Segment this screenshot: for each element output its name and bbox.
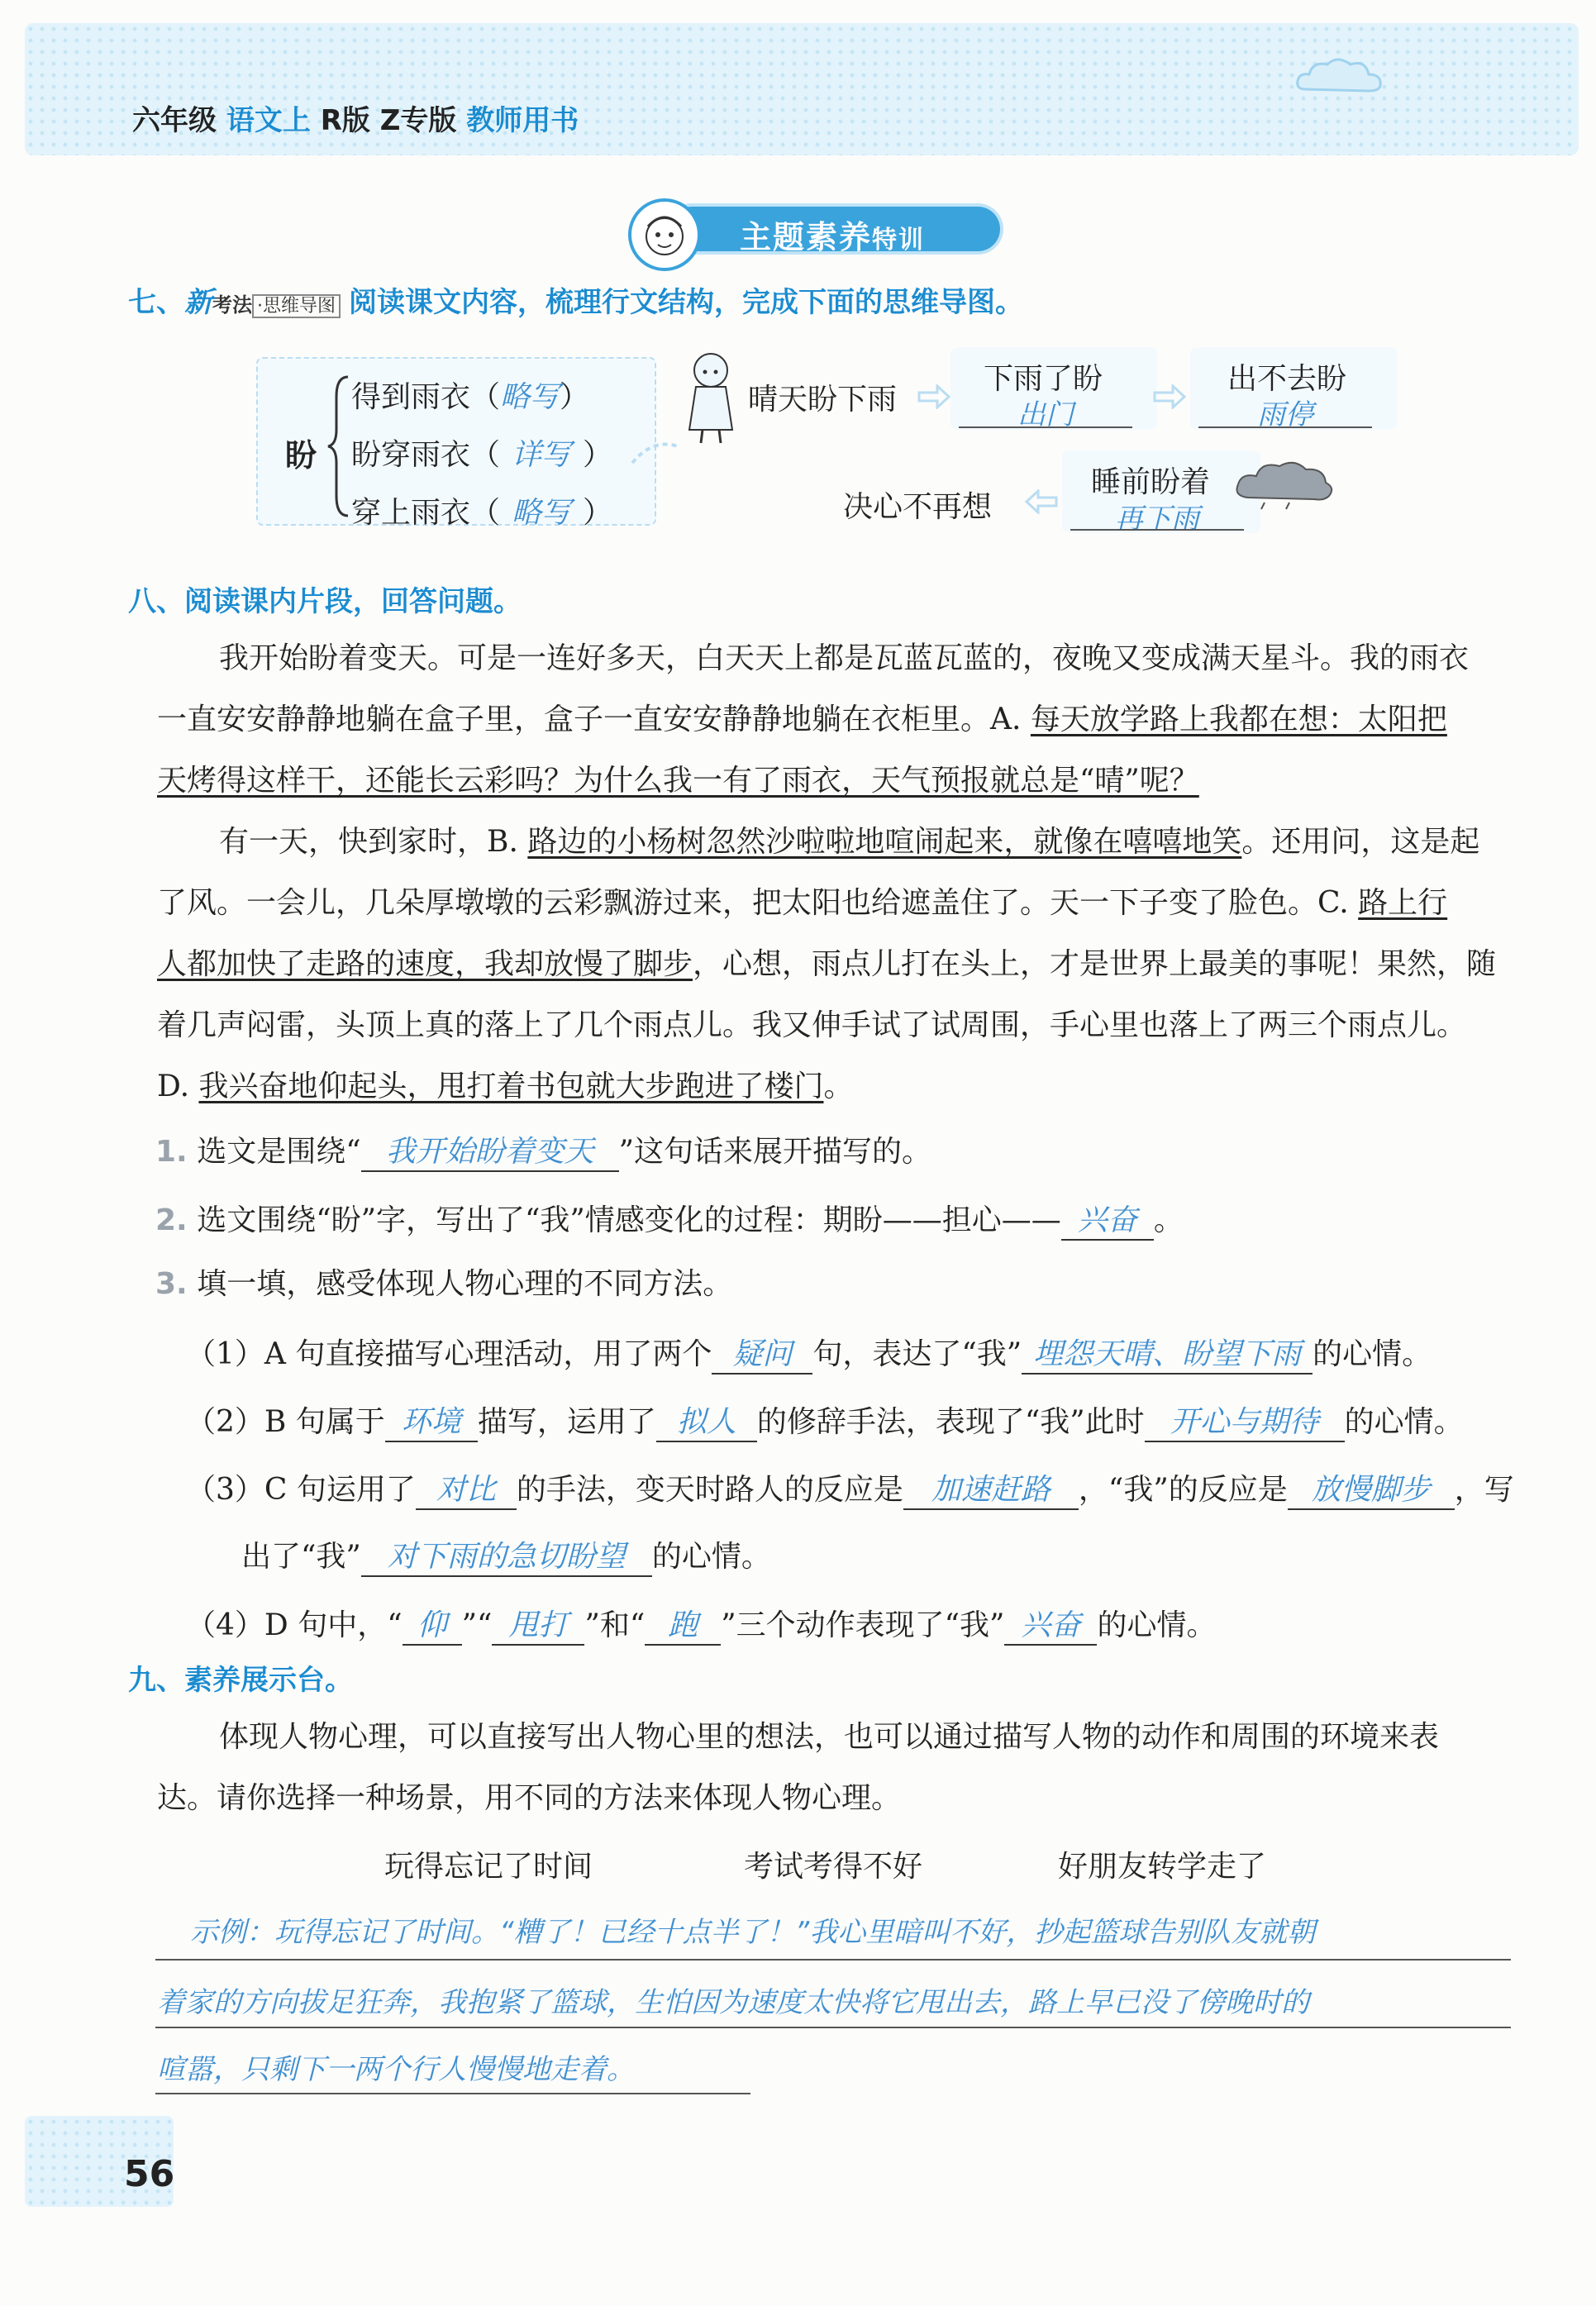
- sentence-b: 路边的小杨树忽然沙啦啦地喧闹起来，就像在嘻嘻地笑: [527, 825, 1242, 859]
- sec7-badge-xin: 新: [184, 286, 212, 319]
- answer-rule-1: [155, 1959, 1511, 1961]
- sec9-title: 九、素养展示台。: [128, 1664, 353, 1697]
- header-subject: 语文上: [226, 104, 311, 137]
- sec7-number: 七、: [128, 286, 184, 319]
- mindmap-branch-1: 得到雨衣（略写）: [351, 380, 590, 414]
- rain-cloud-icon: [1232, 455, 1339, 512]
- answer-rule-3: [155, 2093, 750, 2094]
- s3-answer-4: 对下雨的急切盼望: [361, 1533, 652, 1577]
- sec9-prompt-line-1: 体现人物心理，可以直接写出人物心里的想法，也可以通过描写人物的动作和周围的环境来表: [219, 1720, 1440, 1754]
- mindmap-node-2-label: 下雨了盼: [984, 362, 1103, 396]
- node-4-answer-line: [1070, 529, 1244, 531]
- scenario-option-2: 考试考得不好: [744, 1850, 923, 1884]
- question-3-2: （2）B 句属于 环境 描写，运用了 拟人 的修辞手法，表现了“我”此时 开心与期待 的心情。: [186, 1398, 1464, 1442]
- mindmap-node-3-label: 出不去盼: [1227, 362, 1347, 396]
- s4-answer-2: 甩打: [492, 1602, 584, 1646]
- page-number: 56: [124, 2153, 175, 2195]
- s4-answer-1: 仰: [403, 1602, 462, 1646]
- mindmap-node-1: 晴天盼下雨: [748, 383, 898, 417]
- header-grade: 六年级: [132, 104, 217, 137]
- child-raincoat-icon: [678, 347, 744, 446]
- sec7-instruction: 阅读课文内容，梳理行文结构，完成下面的思维导图。: [349, 286, 1023, 319]
- question-3: 3. 填一填，感受体现人物心理的不同方法。: [155, 1267, 733, 1301]
- p2-line-2: 了风。一会儿，几朵厚墩墩的云彩飘游过来，把太阳也给遮盖住了。天一下子变了脸色。C. 路上行: [157, 886, 1448, 920]
- sec7-badge-kaofa: 考法: [212, 293, 252, 317]
- cloud-decoration: [1289, 50, 1397, 99]
- branch-2-answer: 详写: [512, 438, 572, 472]
- question-3-3-cont: 出了“我” 对下雨的急切盼望 的心情。: [241, 1533, 771, 1577]
- mindmap-node-4-label: 睡前盼着: [1091, 465, 1211, 499]
- s1-answer-1: 疑问: [712, 1331, 812, 1375]
- s4-answer-3: 跑: [645, 1602, 721, 1646]
- node-2-answer-line: [959, 426, 1132, 428]
- mindmap-node-5: 决心不再想: [843, 490, 993, 524]
- sentence-a-part1: 每天放学路上我都在想：太阳把: [1030, 703, 1447, 736]
- q1-answer: 我开始盼着变天: [361, 1128, 619, 1172]
- arrow-left-icon: [1025, 489, 1058, 514]
- sentence-d: 我兴奋地仰起头，甩打着书包就大步跑进了楼门: [198, 1070, 824, 1103]
- header-title: [132, 98, 579, 138]
- sec7-badge-tag: ·思维导图: [252, 294, 341, 318]
- sec9-answer-line-2: 着家的方向拔足狂奔，我抱紧了篮球，生怕因为速度太快将它甩出去，路上早已没了傍晚时的: [157, 1986, 1309, 2019]
- sec8-title: 八、阅读课内片段，回答问题。: [128, 585, 522, 618]
- banner-title: [740, 212, 925, 257]
- arrow-right-icon-2: [1153, 384, 1186, 409]
- s3-answer-2: 加速赶路: [903, 1466, 1079, 1510]
- question-2: 2. 选文围绕“盼”字，写出了“我”情感变化的过程：期盼——担心—— 兴奋 。: [155, 1197, 1184, 1241]
- arrow-right-icon-1: [917, 384, 950, 409]
- p2-line-5: D. 我兴奋地仰起头，甩打着书包就大步跑进了楼门。: [157, 1070, 854, 1103]
- question-3-4: （4）D 句中，“ 仰 ”“ 甩打 ”和“ 跑 ”三个动作表现了“我” 兴奋 的心情。: [186, 1602, 1216, 1646]
- p2-line-4: 着几声闷雷，头顶上真的落上了几个雨点儿。我又伸手试了试周围，手心里也落上了两三个雨点儿。: [157, 1008, 1467, 1042]
- section-banner: [628, 198, 1000, 258]
- mindmap-node-3-answer: 雨停: [1257, 398, 1313, 431]
- sec9-answer-line-1: 示例：玩得忘记了时间。“糟了！已经十点半了！”我心里暗叫不好，抄起篮球告别队友就朝: [190, 1916, 1316, 1949]
- scenario-option-1: 玩得忘记了时间: [384, 1850, 593, 1884]
- p2-line-1: 有一天，快到家时，B. 路边的小杨树忽然沙啦啦地喧闹起来，就像在嘻嘻地笑。还用问，这是起: [219, 825, 1480, 859]
- mindmap-branch-2: 盼穿雨衣（ 详写 ）: [351, 438, 613, 472]
- s1-answer-2: 埋怨天晴、盼望下雨: [1022, 1331, 1313, 1375]
- mindmap-node-4-answer: 再下雨: [1115, 503, 1199, 536]
- sec9-prompt-line-2: 达。请你选择一种场景，用不同的方法来体现人物心理。: [157, 1781, 902, 1815]
- p2-line-3: 人都加快了走路的速度，我却放慢了脚步，心想，雨点儿打在头上，才是世界上最美的事呢！果然，随: [157, 947, 1497, 981]
- scenario-option-3: 好朋友转学走了: [1058, 1850, 1267, 1884]
- sentence-c-part2: 人都加快了走路的速度，我却放慢了脚步: [157, 947, 693, 981]
- s2-answer-1: 环境: [385, 1398, 478, 1442]
- header-edition: R版 Z专版: [320, 104, 457, 137]
- header-book-type: 教师用书: [466, 104, 579, 137]
- sentence-c-part1: 路上行: [1358, 886, 1448, 920]
- s2-answer-3: 开心与期待: [1145, 1398, 1345, 1442]
- question-3-1: （1）A 句直接描写心理活动，用了两个 疑问 句，表达了“我” 埋怨天晴、盼望下雨 的心情。: [186, 1331, 1432, 1375]
- banner-title-main: 主题素养: [740, 219, 873, 255]
- p1-line-1: 我开始盼着变天。可是一连好多天，白天天上都是瓦蓝瓦蓝的，夜晚又变成满天星斗。我的雨衣: [219, 641, 1470, 675]
- p1-line-3: [157, 750, 1199, 812]
- q2-answer: 兴奋: [1061, 1197, 1154, 1241]
- mindmap-branch-3: 穿上雨衣（ 略写 ）: [351, 496, 613, 530]
- dashed-arrow-icon: [628, 430, 686, 471]
- s3-answer-1: 对比: [416, 1466, 517, 1510]
- question-3-3: （3）C 句运用了 对比 的手法，变天时路人的反应是 加速赶路 ，“我”的反应是 放慢脚步 ，写: [186, 1466, 1514, 1510]
- mindmap-brace: [326, 372, 351, 521]
- node-3-answer-line: [1198, 426, 1372, 428]
- sec7-title: [128, 279, 1023, 320]
- s3-answer-3: 放慢脚步: [1288, 1466, 1455, 1510]
- branch-3-answer: 略写: [512, 496, 572, 530]
- sentence-a-part2: 天烤得这样干，还能长云彩吗？为什么我一有了雨衣，天气预报就总是“晴”呢？: [157, 764, 1199, 798]
- s4-answer-4: 兴奋: [1004, 1602, 1097, 1646]
- s2-answer-2: 拟人: [656, 1398, 757, 1442]
- sec9-answer-line-3: 喧嚣，只剩下一两个行人慢慢地走着。: [157, 2053, 635, 2086]
- branch-1-answer: 略写: [500, 380, 560, 414]
- mindmap-pan: 盼: [285, 437, 317, 474]
- banner-title-suffix: 特训: [872, 226, 926, 255]
- question-1: 1. 选文是围绕“ 我开始盼着变天 ”这句话来展开描写的。: [155, 1128, 931, 1172]
- p1-line-2: 一直安安静静地躺在盒子里，盒子一直安安静静地躺在衣柜里。A. 每天放学路上我都在想：太阳把: [157, 703, 1447, 736]
- mindmap-node-2-answer: 出门: [1017, 398, 1074, 431]
- cartoon-face-icon: [628, 198, 701, 271]
- answer-rule-2: [155, 2027, 1511, 2028]
